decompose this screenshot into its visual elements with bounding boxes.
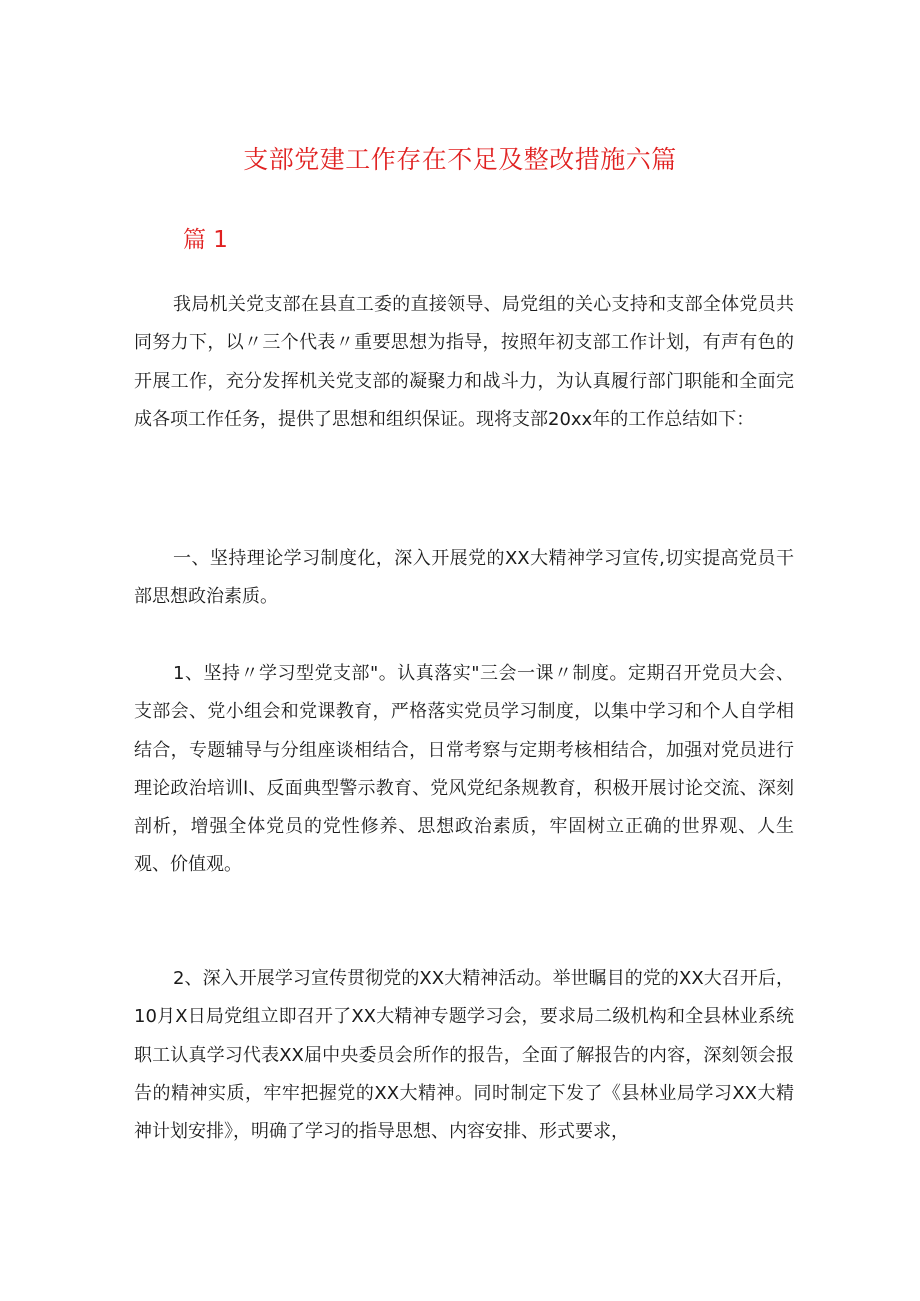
section-heading: 篇 1 bbox=[183, 227, 228, 253]
paragraph-item-two: 2、深入开展学习宣传贯彻党的XX大精神活动。举世瞩目的党的XX大召开后，10月X日局党组立即召开了XX大精神专题学习会，要求局二级机构和全县林业系统职工认真学习代表XX届中央委员会所作的报告，全面了解报告的内容，深刻领会报告的精神实质，牢牢把握党的XX大精神。同时制定下发了《县林业局学习XX大精神计划安排》，明确了学习的指导思想、内容安排、形式要求， bbox=[134, 968, 794, 1143]
paragraph-intro: 我局机关党支部在县直工委的直接领导、局党组的关心支持和支部全体党员共同努力下，以〃三个代表〃重要思想为指导，按照年初支部工作计划，有声有色的开展工作，充分发挥机关党支部的凝聚力和战斗力，为认真履行部门职能和全面完成各项工作任务，提供了思想和组织保证。现将支部20xx年的工作总结如下： bbox=[134, 294, 794, 430]
document-title: 支部党建工作存在不足及整改措施六篇 bbox=[243, 145, 677, 174]
paragraph-item-one: 1、坚持〃学习型党支部"。认真落实"三会一课〃制度。定期召开党员大会、支部会、党小组会和党课教育，严格落实党员学习制度，以集中学习和个人自学相结合，专题辅导与分组座谈相结合，日常考察与定期考核相结合，加强对党员进行理论政治培训l、反面典型警示教育、党风党纪条规教育，积极开展讨论交流、深刻剖析，增强全体党员的党性修养、思想政治素质，牢固树立正确的世界观、人生观、价值观。 bbox=[134, 663, 794, 876]
paragraph-section-one: 一、坚持理论学习制度化，深入开展党的XX大精神学习宣传,切实提高党员干部思想政治素质。 bbox=[134, 548, 794, 608]
